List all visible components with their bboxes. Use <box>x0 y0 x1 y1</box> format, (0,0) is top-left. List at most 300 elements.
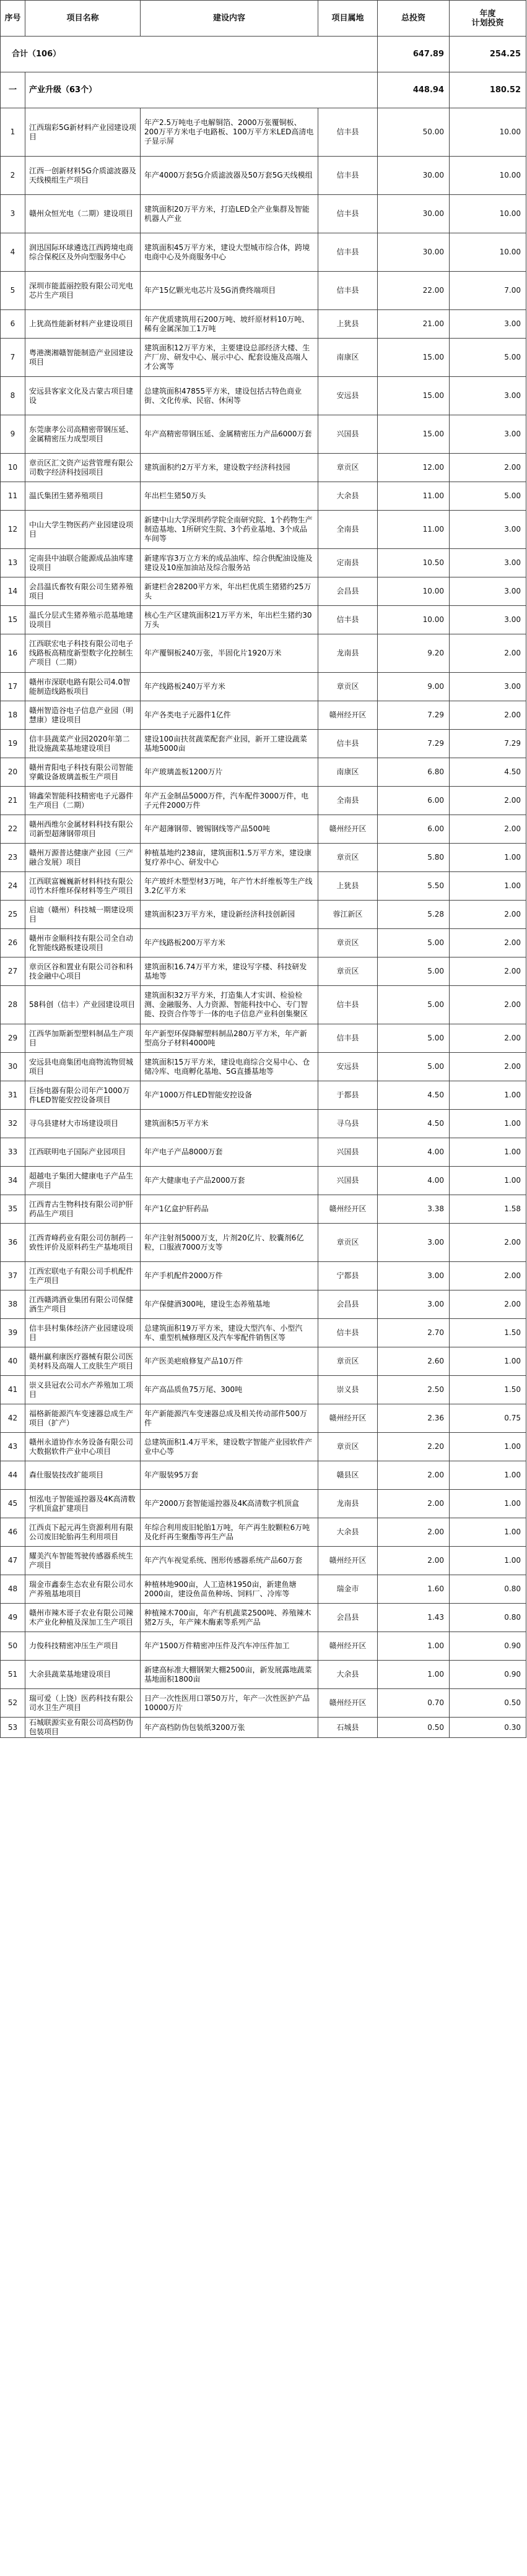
annual-investment: 0.80 <box>450 1604 526 1632</box>
header-year: 年度 计划投资 <box>450 1 526 37</box>
total-investment: 4.00 <box>378 1138 450 1167</box>
table-row <box>1 1081 526 1110</box>
table-row <box>1 577 526 606</box>
project-location: 赣州经开区 <box>318 701 378 730</box>
total-investment: 2.00 <box>378 1547 450 1575</box>
project-name: 章贡区汇文资产运营管理有限公司数字经济科技园项目 <box>25 454 141 482</box>
construction-content: 年产15亿颗光电芯片及5G消费终端项目 <box>141 272 318 310</box>
row-number: 12 <box>1 511 25 549</box>
annual-investment: 1.00 <box>450 1167 526 1195</box>
table-row <box>1 1347 526 1376</box>
project-location: 赣县区 <box>318 1461 378 1490</box>
construction-content: 新建高标准大棚钢架大棚2500亩，新发展露地蔬菜基地面积1800亩 <box>141 1661 318 1689</box>
project-location: 安远县 <box>318 1053 378 1081</box>
total-investment: 3.00 <box>378 1262 450 1290</box>
row-number: 23 <box>1 844 25 872</box>
total-investment: 2.00 <box>378 1518 450 1547</box>
total-investment: 11.00 <box>378 482 450 511</box>
project-location: 信丰县 <box>318 1319 378 1347</box>
construction-content: 年产服装95万套 <box>141 1461 318 1490</box>
table-row <box>1 157 526 195</box>
project-name: 赣州永道协作水务设备有限公司大数据软件产业中心项目 <box>25 1433 141 1461</box>
row-number: 39 <box>1 1319 25 1347</box>
project-name: 江西联宏电子科技有限公司电子线路板高精度新型数字化控制生产项目（二期） <box>25 634 141 673</box>
header-location: 项目属地 <box>318 1 378 37</box>
annual-investment: 3.00 <box>450 549 526 577</box>
total-investment: 10.00 <box>378 577 450 606</box>
project-location: 信丰县 <box>318 272 378 310</box>
annual-investment: 3.00 <box>450 577 526 606</box>
table-row <box>1 986 526 1024</box>
project-location: 瑞金市 <box>318 1575 378 1604</box>
annual-investment: 3.00 <box>450 377 526 415</box>
table-row <box>1 549 526 577</box>
row-number: 29 <box>1 1024 25 1053</box>
annual-investment: 0.30 <box>450 1718 526 1738</box>
construction-content: 年产保健酒300吨，建设生态养殖基地 <box>141 1290 318 1319</box>
project-name: 赣州智造谷电子信息产业园（明慧康）建设项目 <box>25 701 141 730</box>
project-location: 信丰县 <box>318 195 378 233</box>
construction-content: 年产覆铜板240万张，半固化片1920万米 <box>141 634 318 673</box>
header-row <box>1 1 526 37</box>
project-location: 兴国县 <box>318 1167 378 1195</box>
construction-content: 建筑面积20万平方米，打造LED全产业集群及智能机器人产业 <box>141 195 318 233</box>
construction-content: 年产1亿盒护肝药品 <box>141 1195 318 1224</box>
row-number: 7 <box>1 339 25 377</box>
row-number: 44 <box>1 1461 25 1490</box>
row-number: 21 <box>1 787 25 815</box>
construction-content: 种植林地900亩，人工造林1950亩，新建鱼塘2000亩，建设鱼苗鱼种场、饲料厂、冷库等 <box>141 1575 318 1604</box>
annual-investment: 0.50 <box>450 1689 526 1718</box>
total-investment: 1.43 <box>378 1604 450 1632</box>
annual-investment: 2.00 <box>450 929 526 957</box>
row-number: 13 <box>1 549 25 577</box>
table-row <box>1 1518 526 1547</box>
annual-investment: 10.00 <box>450 108 526 157</box>
total-investment: 30.00 <box>378 233 450 272</box>
annual-investment: 2.00 <box>450 634 526 673</box>
row-number: 32 <box>1 1110 25 1138</box>
row-number: 31 <box>1 1081 25 1110</box>
row-number: 9 <box>1 415 25 454</box>
table-row <box>1 1575 526 1604</box>
row-number: 43 <box>1 1433 25 1461</box>
summary-total: 647.89 <box>378 37 450 72</box>
table-row <box>1 1433 526 1461</box>
project-name: 赣州市深联电路有限公司4.0智能制造线路板项目 <box>25 673 141 701</box>
construction-content: 年产线路板240万平方米 <box>141 673 318 701</box>
total-investment: 15.00 <box>378 339 450 377</box>
total-investment: 4.50 <box>378 1081 450 1110</box>
row-number: 8 <box>1 377 25 415</box>
project-name: 福格新能源汽车变速器总成生产项目（扩产） <box>25 1404 141 1433</box>
construction-content: 年产玻璃盖板1200万片 <box>141 758 318 787</box>
construction-content: 年产五金制品5000万件，汽车配件3000万件，电子元件2000万件 <box>141 787 318 815</box>
table-row <box>1 233 526 272</box>
total-investment: 1.60 <box>378 1575 450 1604</box>
annual-investment: 2.00 <box>450 957 526 986</box>
project-name: 江西贞下起元再生资源利用有限公司废旧轮胎再生利用项目 <box>25 1518 141 1547</box>
total-investment: 21.00 <box>378 310 450 339</box>
annual-investment: 1.58 <box>450 1195 526 1224</box>
construction-content: 种植辣木700亩，年产有机蔬菜2500吨、养殖辣木猪2万头，年产辣木酶素等系列产品 <box>141 1604 318 1632</box>
table-row <box>1 1224 526 1262</box>
row-number: 18 <box>1 701 25 730</box>
project-name: 安远县客家文化及古蒙古项目建设 <box>25 377 141 415</box>
project-name: 恒泓电子智能遥控器及4K高清数字机顶盒扩建项目 <box>25 1490 141 1518</box>
total-investment: 7.29 <box>378 701 450 730</box>
project-location: 章贡区 <box>318 957 378 986</box>
construction-content: 建筑面积12万平方米，主要建设总部经济大楼、生产厂房、研发中心、展示中心、配套设施及高端人才公寓等 <box>141 339 318 377</box>
project-location: 章贡区 <box>318 1224 378 1262</box>
row-number: 47 <box>1 1547 25 1575</box>
annual-investment: 3.00 <box>450 310 526 339</box>
table-row <box>1 339 526 377</box>
annual-investment: 1.00 <box>450 1433 526 1461</box>
project-location: 会昌县 <box>318 1290 378 1319</box>
annual-investment: 1.50 <box>450 1319 526 1347</box>
table-row <box>1 901 526 929</box>
project-location: 信丰县 <box>318 108 378 157</box>
table-row <box>1 1461 526 1490</box>
table-row <box>1 310 526 339</box>
total-investment: 5.00 <box>378 1024 450 1053</box>
table-row <box>1 1376 526 1404</box>
project-location: 信丰县 <box>318 730 378 758</box>
project-name: 润迅国际环球遴选江西跨境电商综合保税区及外向型服务中心 <box>25 233 141 272</box>
construction-content: 建设100亩扶贫蔬菜配套产业园，新开工建设蔬菜基地5000亩 <box>141 730 318 758</box>
row-number: 3 <box>1 195 25 233</box>
total-investment: 0.70 <box>378 1689 450 1718</box>
construction-content: 年产高品质鱼75万尾、300吨 <box>141 1376 318 1404</box>
row-number: 1 <box>1 108 25 157</box>
total-investment: 2.00 <box>378 1461 450 1490</box>
annual-investment: 1.00 <box>450 1490 526 1518</box>
construction-content: 新建栏舍28200平方米，年出栏优质生猪猪约25万头 <box>141 577 318 606</box>
project-name: 信丰县村集体经济产业园建设项目 <box>25 1319 141 1347</box>
annual-investment: 2.00 <box>450 901 526 929</box>
table-row <box>1 872 526 901</box>
project-location: 兴国县 <box>318 415 378 454</box>
table-row <box>1 787 526 815</box>
total-investment: 50.00 <box>378 108 450 157</box>
table-row <box>1 1319 526 1347</box>
row-number: 20 <box>1 758 25 787</box>
construction-content: 新建中山大学深圳药学院全南研究院、1个药物生产制造基地、1所研究生院、3个药业基地、3个成品车间等 <box>141 511 318 549</box>
row-number: 49 <box>1 1604 25 1632</box>
construction-content: 建筑面积45万平方米，建设大型城市综合体，跨境电商中心及外商服务中心 <box>141 233 318 272</box>
total-investment: 1.00 <box>378 1661 450 1689</box>
total-investment: 6.00 <box>378 815 450 844</box>
category-no: 一 <box>1 72 25 108</box>
annual-investment: 10.00 <box>450 195 526 233</box>
construction-content: 核心生产区建筑面积21万平方米，年出栏生猪约30万头 <box>141 606 318 634</box>
table-row <box>1 1024 526 1053</box>
total-investment: 3.00 <box>378 1224 450 1262</box>
project-name: 石城联源实业有限公司高档防伪包装项目 <box>25 1718 141 1738</box>
header-total: 总投资 <box>378 1 450 37</box>
project-name: 赣州赢利康医疗器械有限公司医美材料及高端人工皮肤生产项目 <box>25 1347 141 1376</box>
table-row <box>1 730 526 758</box>
construction-content: 年产各类电子元器件1亿件 <box>141 701 318 730</box>
construction-content: 年产新能源汽车变速器总成及相关传动部件500万件 <box>141 1404 318 1433</box>
table-row <box>1 108 526 157</box>
project-location: 全南县 <box>318 787 378 815</box>
project-name: 锦鑫荣智能科技精密电子元器件生产项目（二期） <box>25 787 141 815</box>
row-number: 38 <box>1 1290 25 1319</box>
total-investment: 7.29 <box>378 730 450 758</box>
total-investment: 4.50 <box>378 1110 450 1138</box>
project-location: 赣州经开区 <box>318 1404 378 1433</box>
project-name: 粤港澳湘赣智能制造产业园建设项目 <box>25 339 141 377</box>
total-investment: 10.50 <box>378 549 450 577</box>
row-number: 4 <box>1 233 25 272</box>
summary-label: 合计（106） <box>1 37 378 72</box>
total-investment: 5.00 <box>378 929 450 957</box>
project-location: 南康区 <box>318 758 378 787</box>
row-number: 25 <box>1 901 25 929</box>
total-investment: 2.20 <box>378 1433 450 1461</box>
annual-investment: 2.00 <box>450 986 526 1024</box>
row-number: 2 <box>1 157 25 195</box>
project-name: 巨扬电器有限公司年产1000万件LED智能安控设备项目 <box>25 1081 141 1110</box>
project-location: 赣州经开区 <box>318 1547 378 1575</box>
row-number: 40 <box>1 1347 25 1376</box>
total-investment: 12.00 <box>378 454 450 482</box>
construction-content: 年产汽车视觉系统、图形传感器系统产品60万套 <box>141 1547 318 1575</box>
table-row <box>1 634 526 673</box>
row-number: 24 <box>1 872 25 901</box>
project-location: 章贡区 <box>318 1433 378 1461</box>
project-name: 江西赣鸿酒业集团有限公司保健酒生产项目 <box>25 1290 141 1319</box>
project-name: 力俊科技精密冲压生产项目 <box>25 1632 141 1661</box>
construction-content: 年产1500万件精密冲压件及汽车冲压件加工 <box>141 1632 318 1661</box>
row-number: 46 <box>1 1518 25 1547</box>
project-location: 信丰县 <box>318 606 378 634</box>
project-name: 江西青古生物科技有限公司护肝药品生产项目 <box>25 1195 141 1224</box>
annual-investment: 2.00 <box>450 815 526 844</box>
row-number: 48 <box>1 1575 25 1604</box>
project-name: 寻乌县建材大市场建设项目 <box>25 1110 141 1138</box>
table-row <box>1 272 526 310</box>
table-row <box>1 1404 526 1433</box>
project-name: 赣州西维尔金属材料科技有限公司新型超薄钢带项目 <box>25 815 141 844</box>
project-location: 龙南县 <box>318 1490 378 1518</box>
table-row <box>1 1547 526 1575</box>
project-location: 章贡区 <box>318 844 378 872</box>
project-location: 信丰县 <box>318 986 378 1024</box>
row-number: 34 <box>1 1167 25 1195</box>
table-row <box>1 673 526 701</box>
row-number: 35 <box>1 1195 25 1224</box>
construction-content: 年产高档防伪包装纸3200万张 <box>141 1718 318 1738</box>
annual-investment: 1.00 <box>450 1081 526 1110</box>
total-investment: 2.36 <box>378 1404 450 1433</box>
project-name: 崇义县冠农公司水产养殖加工项目 <box>25 1376 141 1404</box>
row-number: 51 <box>1 1661 25 1689</box>
annual-investment: 3.00 <box>450 415 526 454</box>
annual-investment: 2.00 <box>450 1224 526 1262</box>
construction-content: 年产2000万套智能遥控器及4K高清数字机顶盒 <box>141 1490 318 1518</box>
row-number: 26 <box>1 929 25 957</box>
annual-investment: 0.75 <box>450 1404 526 1433</box>
total-investment: 5.50 <box>378 872 450 901</box>
total-investment: 2.50 <box>378 1376 450 1404</box>
project-location: 龙南县 <box>318 634 378 673</box>
project-name: 会昌温氏畜牧有限公司生猪养殖项目 <box>25 577 141 606</box>
header-content: 建设内容 <box>141 1 318 37</box>
annual-investment: 2.00 <box>450 1024 526 1053</box>
total-investment: 22.00 <box>378 272 450 310</box>
project-name: 中山大学生物医药产业园建设项目 <box>25 511 141 549</box>
annual-investment: 2.00 <box>450 787 526 815</box>
construction-content: 年产2.5万吨电子电解铜箔、2000万张覆铜板、200万平方米电子电路板、100万平方米LED高清电子显示屏 <box>141 108 318 157</box>
construction-content: 年产4000万套5G介质滤波器及50万套5G天线模组 <box>141 157 318 195</box>
table-row <box>1 1167 526 1195</box>
total-investment: 6.80 <box>378 758 450 787</box>
construction-content: 年出栏生猪50万头 <box>141 482 318 511</box>
table-row <box>1 758 526 787</box>
annual-investment: 3.00 <box>450 673 526 701</box>
construction-content: 年产电子产品8000万套 <box>141 1138 318 1167</box>
project-name: 瑞金市鑫泰生态农业有限公司水产养殖基地项目 <box>25 1575 141 1604</box>
total-investment: 30.00 <box>378 195 450 233</box>
project-name: 森仕服装技改扩能项目 <box>25 1461 141 1490</box>
total-investment: 2.60 <box>378 1347 450 1376</box>
construction-content: 建筑面积32万平方米，打造集人才实训、检验检测、金融服务、人力资源、智能科技中心、专门智能、投资合作等于一体的电子信息产业科创集聚区 <box>141 986 318 1024</box>
project-location: 会昌县 <box>318 577 378 606</box>
category-total: 448.94 <box>378 72 450 108</box>
project-name: 启迪（赣州）科技城一期建设项目 <box>25 901 141 929</box>
project-name: 江西瑞彩5G新材料产业园建设项目 <box>25 108 141 157</box>
row-number: 41 <box>1 1376 25 1404</box>
table-row <box>1 1661 526 1689</box>
total-investment: 5.00 <box>378 986 450 1024</box>
table-row <box>1 1262 526 1290</box>
project-location: 信丰县 <box>318 1024 378 1053</box>
project-name: 温氏分层式生猪养殖示范基地建设项目 <box>25 606 141 634</box>
annual-investment: 0.80 <box>450 1575 526 1604</box>
total-investment: 2.70 <box>378 1319 450 1347</box>
project-name: 58科创（信丰）产业园建设项目 <box>25 986 141 1024</box>
table-row <box>1 957 526 986</box>
construction-content: 年产医美疤痕修复产品10万件 <box>141 1347 318 1376</box>
construction-content: 日产一次性医用口罩50万片，年产一次性医护产品10000万片 <box>141 1689 318 1718</box>
construction-content: 年产高精密带钢压延、金属精密压力产品6000万套 <box>141 415 318 454</box>
category-year: 180.52 <box>450 72 526 108</box>
row-number: 19 <box>1 730 25 758</box>
annual-investment: 1.00 <box>450 1518 526 1547</box>
total-investment: 5.28 <box>378 901 450 929</box>
construction-content: 年产注射剂5000万支，片剂20亿片、胶囊剂6亿粒，口服液7000万支等 <box>141 1224 318 1262</box>
row-number: 14 <box>1 577 25 606</box>
row-number: 30 <box>1 1053 25 1081</box>
total-investment: 10.00 <box>378 606 450 634</box>
row-number: 53 <box>1 1718 25 1738</box>
table-row <box>1 454 526 482</box>
construction-content: 年产玻纤木塑型材3万吨，年产竹木纤维板等生产线3.2亿平方米 <box>141 872 318 901</box>
project-name: 江西华加斯新型塑料制品生产项目 <box>25 1024 141 1053</box>
project-name: 江西联富巍巍新材料科技有限公司竹木纤维环保材料等生产项目 <box>25 872 141 901</box>
project-name: 赣州市金顺科技有限公司全自动化智能线路板建设项目 <box>25 929 141 957</box>
total-investment: 11.00 <box>378 511 450 549</box>
table-row <box>1 415 526 454</box>
total-investment: 3.00 <box>378 1290 450 1319</box>
total-investment: 0.50 <box>378 1718 450 1738</box>
total-investment: 5.80 <box>378 844 450 872</box>
project-location: 全南县 <box>318 511 378 549</box>
table-row <box>1 701 526 730</box>
annual-investment: 4.50 <box>450 758 526 787</box>
total-investment: 30.00 <box>378 157 450 195</box>
total-investment: 9.00 <box>378 673 450 701</box>
total-investment: 15.00 <box>378 415 450 454</box>
annual-investment: 10.00 <box>450 157 526 195</box>
project-name: 东莞康孝公司高精密带钢压延、金属精密压力成型项目 <box>25 415 141 454</box>
construction-content: 年产线路板200万平方米 <box>141 929 318 957</box>
table-row <box>1 1195 526 1224</box>
project-location: 赣州经开区 <box>318 1689 378 1718</box>
table-row <box>1 606 526 634</box>
annual-investment: 2.00 <box>450 1053 526 1081</box>
annual-investment: 2.00 <box>450 1290 526 1319</box>
annual-investment: 0.90 <box>450 1661 526 1689</box>
annual-investment: 5.00 <box>450 482 526 511</box>
project-location: 赣州经开区 <box>318 815 378 844</box>
project-location: 寻乌县 <box>318 1110 378 1138</box>
table-row <box>1 1290 526 1319</box>
project-location: 大余县 <box>318 1518 378 1547</box>
annual-investment: 1.00 <box>450 1547 526 1575</box>
project-location: 上犹县 <box>318 310 378 339</box>
project-location: 崇义县 <box>318 1376 378 1404</box>
row-number: 11 <box>1 482 25 511</box>
project-location: 大余县 <box>318 1661 378 1689</box>
project-location: 会昌县 <box>318 1604 378 1632</box>
table-row <box>1 844 526 872</box>
table-row <box>1 1689 526 1718</box>
total-investment: 1.00 <box>378 1632 450 1661</box>
project-location: 章贡区 <box>318 929 378 957</box>
construction-content: 总建筑面积1.4万平米，建设数字智能产业园软件产业中心等 <box>141 1433 318 1461</box>
project-location: 信丰县 <box>318 157 378 195</box>
construction-content: 建筑面积5万平方米 <box>141 1110 318 1138</box>
annual-investment: 1.00 <box>450 1138 526 1167</box>
annual-investment: 10.00 <box>450 233 526 272</box>
project-name: 耀美汽车智能驾驶传感器系统生产项目 <box>25 1547 141 1575</box>
project-name: 章贡区谷和置业有限公司谷和科技金融中心项目 <box>25 957 141 986</box>
construction-content: 建筑面积23万平方米，建设新经济科技创新园 <box>141 901 318 929</box>
category-row <box>1 72 526 108</box>
table-row <box>1 929 526 957</box>
project-name: 赣州市辣木哥子农业有限公司辣木产业化种植及深加工生产项目 <box>25 1604 141 1632</box>
row-number: 6 <box>1 310 25 339</box>
row-number: 42 <box>1 1404 25 1433</box>
annual-investment: 1.50 <box>450 1376 526 1404</box>
total-investment: 9.20 <box>378 634 450 673</box>
project-location: 大余县 <box>318 482 378 511</box>
construction-content: 年产超薄钢带、镀锡钢线等产品500吨 <box>141 815 318 844</box>
project-name: 信丰县蔬菜产业园2020年第二批设施蔬菜基地建设项目 <box>25 730 141 758</box>
category-label: 产业升级（63个） <box>25 72 378 108</box>
project-location: 赣州经开区 <box>318 1632 378 1661</box>
table-row <box>1 1053 526 1081</box>
header-name: 项目名称 <box>25 1 141 37</box>
construction-content: 总建筑面积47855平方米，建设包括古特色商业街、文化传承、民宿、休闲等 <box>141 377 318 415</box>
construction-content: 年产手机配件2000万件 <box>141 1262 318 1290</box>
row-number: 22 <box>1 815 25 844</box>
row-number: 16 <box>1 634 25 673</box>
